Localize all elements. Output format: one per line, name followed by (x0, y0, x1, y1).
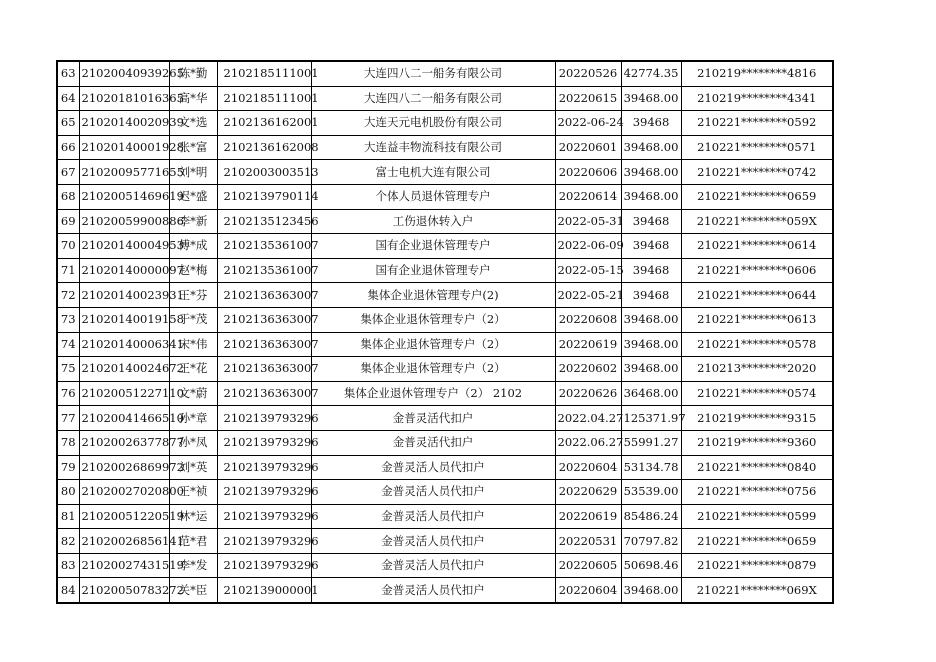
amount-cell: 70797.82 (621, 529, 681, 554)
date-cell: 2022-05-31 (555, 209, 621, 234)
record-id: 21020140006341 (79, 332, 169, 357)
person-name: 李*发 (169, 553, 217, 578)
amount-cell: 39468.00 (621, 135, 681, 160)
account-number: 2102136363007 (217, 332, 311, 357)
id-card-number: 210213********2020 (681, 357, 833, 382)
table-row (57, 307, 833, 332)
account-number: 2102136363007 (217, 381, 311, 406)
unit-name: 金普灵活人员代扣户 (311, 480, 555, 505)
record-id: 21020140020939 (79, 111, 169, 136)
account-number: 2102136162008 (217, 135, 311, 160)
account-number: 2102136363007 (217, 357, 311, 382)
id-card-number: 210219********4341 (681, 86, 833, 111)
records-table (56, 60, 834, 604)
date-cell: 20220615 (555, 86, 621, 111)
unit-name: 金普灵活代扣户 (311, 430, 555, 455)
amount-cell: 42774.35 (621, 61, 681, 86)
person-name: 林*运 (169, 504, 217, 529)
account-number: 2102139793296 (217, 553, 311, 578)
account-number: 2102139793296 (217, 504, 311, 529)
amount-cell: 39468 (621, 283, 681, 308)
record-id: 21020051227110 (79, 381, 169, 406)
account-number: 2102185111001 (217, 61, 311, 86)
table-row (57, 283, 833, 308)
record-id: 21020140004953 (79, 234, 169, 259)
amount-cell: 39468.00 (621, 160, 681, 185)
amount-cell: 39468.00 (621, 307, 681, 332)
id-card-number: 210219********9315 (681, 406, 833, 431)
person-name: 范*君 (169, 529, 217, 554)
row-number: 68 (57, 184, 79, 209)
unit-name: 国有企业退休管理专户 (311, 258, 555, 283)
record-id: 21020040939265 (79, 61, 169, 86)
person-name: 关*臣 (169, 578, 217, 603)
row-number: 83 (57, 553, 79, 578)
id-card-number: 210221********0659 (681, 184, 833, 209)
row-number: 77 (57, 406, 79, 431)
row-number: 84 (57, 578, 79, 603)
id-card-number: 210221********0613 (681, 307, 833, 332)
table-row (57, 234, 833, 259)
date-cell: 20220626 (555, 381, 621, 406)
unit-name: 集体企业退休管理专户（2） (311, 307, 555, 332)
id-card-number: 210221********0879 (681, 553, 833, 578)
account-number: 2102185111001 (217, 86, 311, 111)
account-number: 2102139793296 (217, 406, 311, 431)
row-number: 80 (57, 480, 79, 505)
id-card-number: 210221********0592 (681, 111, 833, 136)
table-row (57, 184, 833, 209)
unit-name: 金普灵活人员代扣户 (311, 529, 555, 554)
person-name: 刘*英 (169, 455, 217, 480)
record-id: 21020059900886 (79, 209, 169, 234)
date-cell: 20220604 (555, 578, 621, 603)
id-card-number: 210221********069X (681, 578, 833, 603)
record-id: 21020051220519 (79, 504, 169, 529)
amount-cell: 39468.00 (621, 86, 681, 111)
row-number: 64 (57, 86, 79, 111)
table-row (57, 135, 833, 160)
person-name: 宋*伟 (169, 332, 217, 357)
table-row (57, 61, 833, 86)
person-name: 孙*章 (169, 406, 217, 431)
row-number: 76 (57, 381, 79, 406)
id-card-number: 210221********0574 (681, 381, 833, 406)
unit-name: 集体企业退休管理专户（2） 2102 (311, 381, 555, 406)
date-cell: 2022.06.27 (555, 430, 621, 455)
person-name: 刘*明 (169, 160, 217, 185)
person-name: 迟*盛 (169, 184, 217, 209)
account-number: 2102135123456 (217, 209, 311, 234)
date-cell: 20220614 (555, 184, 621, 209)
table-row (57, 357, 833, 382)
id-card-number: 210219********4816 (681, 61, 833, 86)
id-card-number: 210221********0742 (681, 160, 833, 185)
date-cell: 20220604 (555, 455, 621, 480)
id-card-number: 210221********0644 (681, 283, 833, 308)
row-number: 82 (57, 529, 79, 554)
unit-name: 国有企业退休管理专户 (311, 234, 555, 259)
date-cell: 20220619 (555, 504, 621, 529)
person-name: 王*祯 (169, 480, 217, 505)
unit-name: 金普灵活人员代扣户 (311, 455, 555, 480)
record-id: 21020027020800 (79, 480, 169, 505)
account-number: 2102135361007 (217, 258, 311, 283)
date-cell: 2022-05-21 (555, 283, 621, 308)
table-row (57, 480, 833, 505)
id-card-number: 210221********0614 (681, 234, 833, 259)
unit-name: 大连益丰物流科技有限公司 (311, 135, 555, 160)
row-number: 66 (57, 135, 79, 160)
account-number: 2102003003513 (217, 160, 311, 185)
account-number: 2102136363007 (217, 283, 311, 308)
account-number: 2102135361007 (217, 234, 311, 259)
account-number: 2102139793296 (217, 529, 311, 554)
unit-name: 集体企业退休管理专户（2） (311, 357, 555, 382)
unit-name: 金普灵活人员代扣户 (311, 504, 555, 529)
amount-cell: 39468 (621, 111, 681, 136)
row-number: 69 (57, 209, 79, 234)
amount-cell: 85486.24 (621, 504, 681, 529)
table-row (57, 381, 833, 406)
person-name: 傅*成 (169, 234, 217, 259)
date-cell: 20220531 (555, 529, 621, 554)
account-number: 2102139790114 (217, 184, 311, 209)
record-id: 21020051469619 (79, 184, 169, 209)
person-name: 张*富 (169, 135, 217, 160)
date-cell: 20220629 (555, 480, 621, 505)
table-row (57, 86, 833, 111)
row-number: 67 (57, 160, 79, 185)
amount-cell: 39468.00 (621, 332, 681, 357)
record-id: 21020027431519 (79, 553, 169, 578)
date-cell: 2022-05-15 (555, 258, 621, 283)
amount-cell: 36468.00 (621, 381, 681, 406)
id-card-number: 210221********059X (681, 209, 833, 234)
unit-name: 大连四八二一船务有限公司 (311, 86, 555, 111)
unit-name: 集体企业退休管理专户（2） (311, 332, 555, 357)
row-number: 79 (57, 455, 79, 480)
amount-cell: 125371.97 (621, 406, 681, 431)
date-cell: 20220602 (555, 357, 621, 382)
person-name: 王*花 (169, 357, 217, 382)
account-number: 2102136363007 (217, 307, 311, 332)
date-cell: 20220601 (555, 135, 621, 160)
unit-name: 富士电机大连有限公司 (311, 160, 555, 185)
date-cell: 2022-06-24 (555, 111, 621, 136)
person-name: 文*蔚 (169, 381, 217, 406)
amount-cell: 39468.00 (621, 184, 681, 209)
table-row (57, 160, 833, 185)
row-number: 65 (57, 111, 79, 136)
table-row (57, 332, 833, 357)
record-id: 21020140024672 (79, 357, 169, 382)
amount-cell: 55991.27 (621, 430, 681, 455)
record-id: 21020026856141 (79, 529, 169, 554)
person-name: 高*华 (169, 86, 217, 111)
table-row (57, 578, 833, 603)
person-name: 李*新 (169, 209, 217, 234)
id-card-number: 210221********0659 (681, 529, 833, 554)
table-row (57, 529, 833, 554)
record-id: 21020026377877 (79, 430, 169, 455)
date-cell: 20220605 (555, 553, 621, 578)
record-id: 21020095771655 (79, 160, 169, 185)
amount-cell: 53539.00 (621, 480, 681, 505)
amount-cell: 39468 (621, 258, 681, 283)
date-cell: 20220526 (555, 61, 621, 86)
amount-cell: 39468.00 (621, 357, 681, 382)
data-sheet (56, 60, 832, 604)
unit-name: 金普灵活代扣户 (311, 406, 555, 431)
amount-cell: 39468.00 (621, 578, 681, 603)
table-row (57, 553, 833, 578)
record-id: 21020140001928 (79, 135, 169, 160)
account-number: 2102139793296 (217, 480, 311, 505)
id-card-number: 210221********0756 (681, 480, 833, 505)
person-name: 文*选 (169, 111, 217, 136)
id-card-number: 210221********0571 (681, 135, 833, 160)
record-id: 21020140019158 (79, 307, 169, 332)
row-number: 75 (57, 357, 79, 382)
person-name: 赵*梅 (169, 258, 217, 283)
date-cell: 20220619 (555, 332, 621, 357)
id-card-number: 210221********0606 (681, 258, 833, 283)
record-id: 21020140023931 (79, 283, 169, 308)
unit-name: 大连天元电机股份有限公司 (311, 111, 555, 136)
table-row (57, 209, 833, 234)
date-cell: 2022.04.27 (555, 406, 621, 431)
unit-name: 金普灵活人员代扣户 (311, 553, 555, 578)
amount-cell: 50698.46 (621, 553, 681, 578)
id-card-number: 210221********0599 (681, 504, 833, 529)
amount-cell: 39468 (621, 234, 681, 259)
person-name: 孙*凤 (169, 430, 217, 455)
person-name: 于*茂 (169, 307, 217, 332)
table-row (57, 455, 833, 480)
date-cell: 20220608 (555, 307, 621, 332)
row-number: 70 (57, 234, 79, 259)
record-id: 21020041466510 (79, 406, 169, 431)
account-number: 2102136162001 (217, 111, 311, 136)
date-cell: 20220606 (555, 160, 621, 185)
row-number: 71 (57, 258, 79, 283)
table-row (57, 406, 833, 431)
row-number: 73 (57, 307, 79, 332)
id-card-number: 210219********9360 (681, 430, 833, 455)
table-body (57, 61, 833, 603)
unit-name: 金普灵活人员代扣户 (311, 578, 555, 603)
record-id: 21020140000097 (79, 258, 169, 283)
row-number: 78 (57, 430, 79, 455)
table-row (57, 430, 833, 455)
account-number: 2102139000001 (217, 578, 311, 603)
record-id: 21020181016365 (79, 86, 169, 111)
unit-name: 工伤退休转入户 (311, 209, 555, 234)
account-number: 2102139793296 (217, 430, 311, 455)
row-number: 74 (57, 332, 79, 357)
row-number: 63 (57, 61, 79, 86)
table-row (57, 258, 833, 283)
id-card-number: 210221********0840 (681, 455, 833, 480)
date-cell: 2022-06-09 (555, 234, 621, 259)
person-name: 王*芬 (169, 283, 217, 308)
record-id: 21020050783272 (79, 578, 169, 603)
amount-cell: 53134.78 (621, 455, 681, 480)
unit-name: 大连四八二一船务有限公司 (311, 61, 555, 86)
amount-cell: 39468 (621, 209, 681, 234)
person-name: 陈*勤 (169, 61, 217, 86)
unit-name: 集体企业退休管理专户(2) (311, 283, 555, 308)
record-id: 21020026869972 (79, 455, 169, 480)
id-card-number: 210221********0578 (681, 332, 833, 357)
row-number: 81 (57, 504, 79, 529)
table-row (57, 111, 833, 136)
row-number: 72 (57, 283, 79, 308)
account-number: 2102139793296 (217, 455, 311, 480)
unit-name: 个体人员退休管理专户 (311, 184, 555, 209)
table-row (57, 504, 833, 529)
